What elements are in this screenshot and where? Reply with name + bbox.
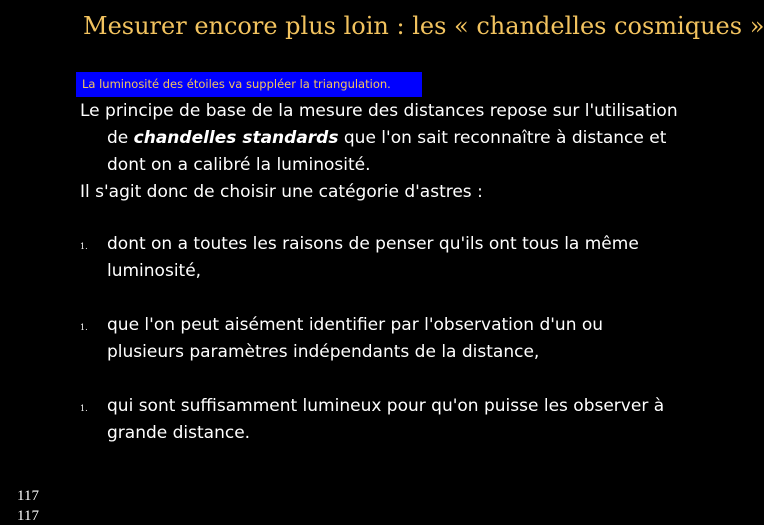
paragraph-principle <box>80 98 680 179</box>
subtitle-box <box>76 72 422 97</box>
emphasis-standard-candles: chandelles standards <box>133 128 339 148</box>
list-item <box>80 312 680 366</box>
list-item-text: qui sont suffisamment lumineux pour qu'on puisse les observer à grande distance. <box>107 396 665 443</box>
body-text <box>80 98 680 206</box>
list-marker: 1. <box>80 323 88 332</box>
list-marker: 1. <box>80 242 88 251</box>
page-number-repeat: 117 <box>17 508 39 524</box>
subtitle-text: La luminosité des étoiles va suppléer la triangulation. <box>82 77 391 91</box>
list-item-text: dont on a toutes les raisons de penser qu'ils ont tous la même luminosité, <box>107 234 639 281</box>
page-number: 117 <box>17 488 39 504</box>
list-item <box>80 231 680 285</box>
paragraph-principle-before: Le principe de base de la mesure des distances repose sur l'utilisation de <box>80 101 678 148</box>
list-item-text: que l'on peut aisément identifier par l'observation d'un ou plusieurs paramètres indépendants de la distance, <box>107 315 604 362</box>
criteria-list <box>80 231 680 474</box>
list-marker: 1. <box>80 404 88 413</box>
paragraph-category: Il s'agit donc de choisir une catégorie d'astres : <box>80 182 483 202</box>
paragraph-principle-after: que l'on sait reconnaître à distance et dont on a calibré la luminosité. <box>107 128 667 175</box>
list-item <box>80 393 680 447</box>
slide-title: Mesurer encore plus loin : les « chandelles cosmiques » <box>83 12 764 40</box>
